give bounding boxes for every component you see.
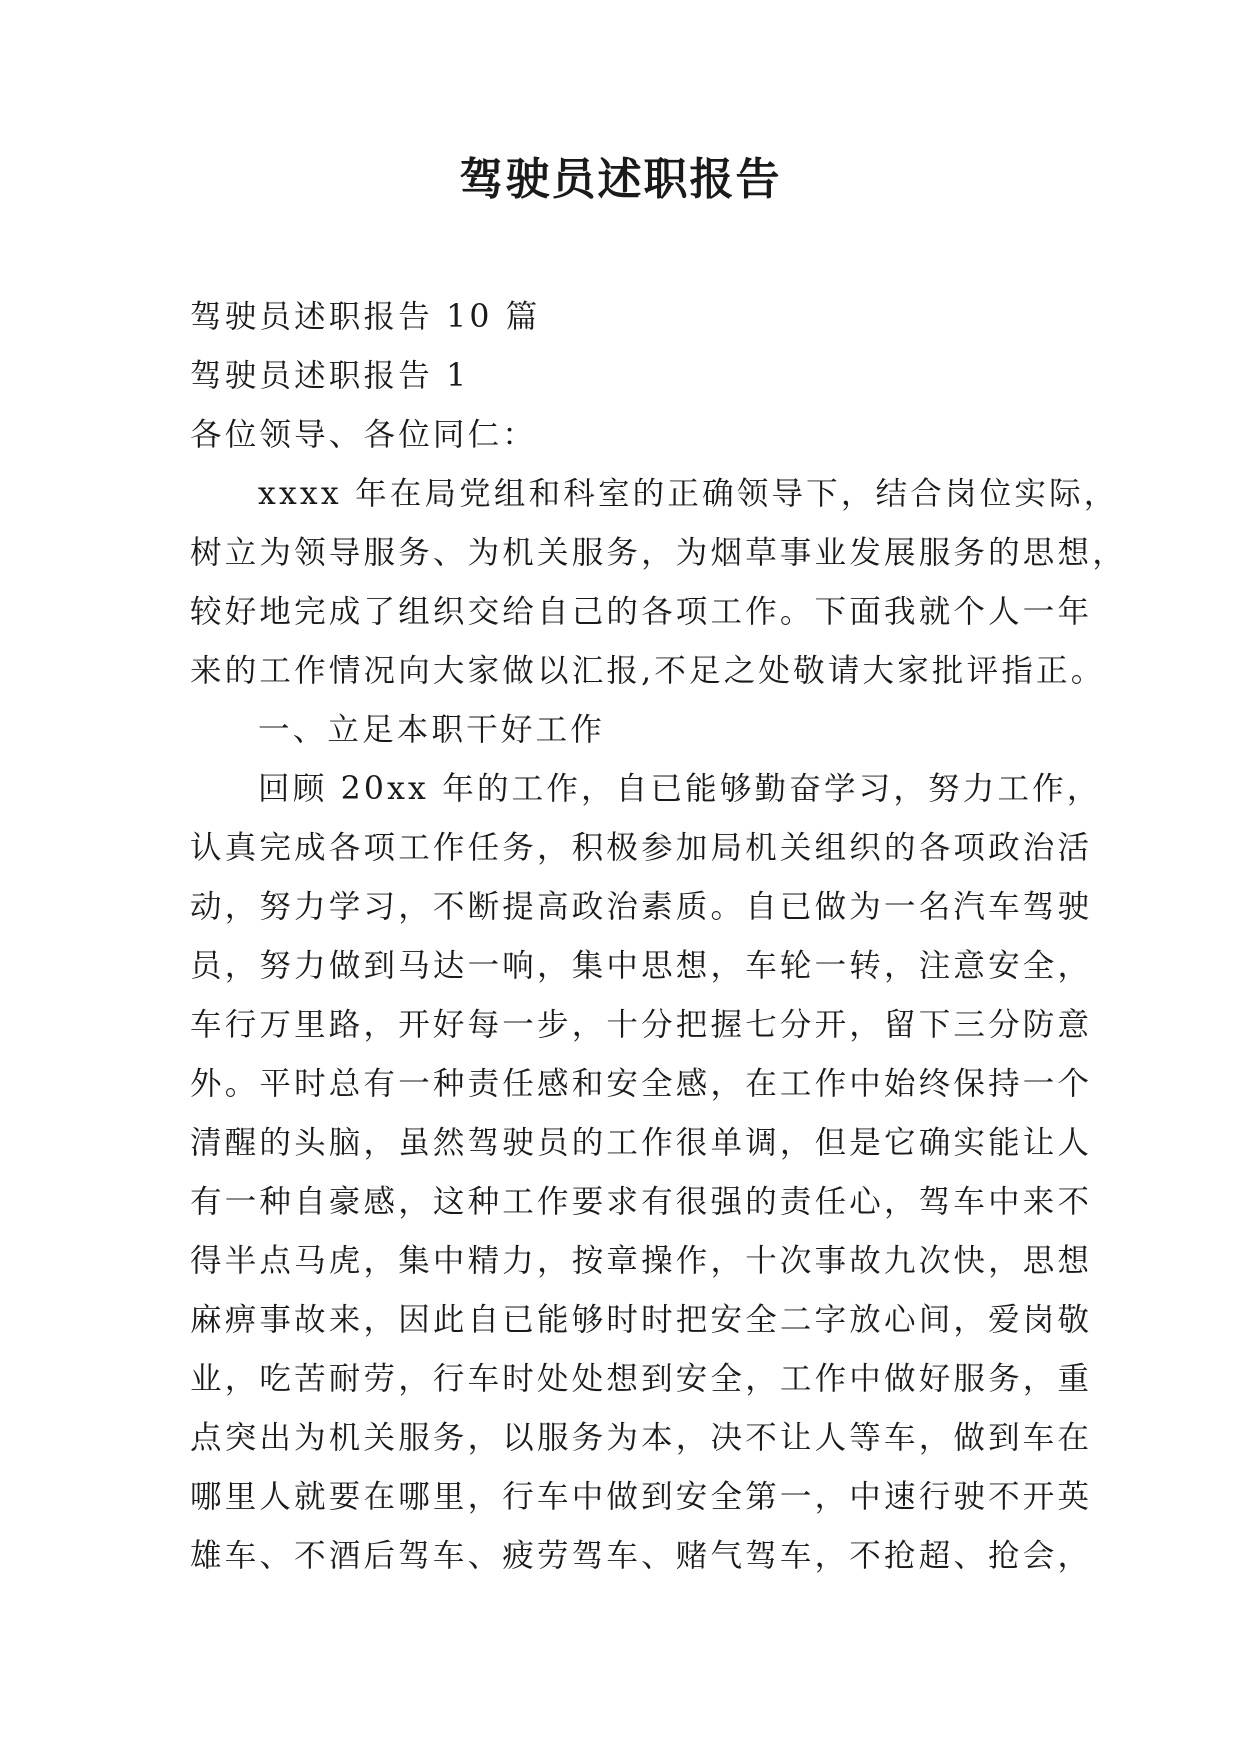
paragraph-line: 麻痹事故来，因此自已能够时时把安全二字放心间，爱岗敬 <box>190 1302 1093 1338</box>
paragraph-line: 得半点马虎，集中精力，按章操作，十次事故九次快，思想 <box>190 1243 1093 1279</box>
paragraph-line: 点突出为机关服务，以服务为本，决不让人等车，做到车在 <box>190 1420 1093 1456</box>
paragraph-line: 哪里人就要在哪里，行车中做到安全第一，中速行驶不开英 <box>190 1479 1093 1515</box>
paragraph-line: 来的工作情况向大家做以汇报,不足之处敬请大家批评指正。 <box>190 653 1106 689</box>
paragraph-line: 驾驶员述职报告 10 篇 <box>190 299 541 335</box>
paragraph-line: 动，努力学习，不断提高政治素质。自已做为一名汽车驾驶 <box>190 889 1093 925</box>
paragraph-line: 业，吃苦耐劳，行车时处处想到安全，工作中做好服务，重 <box>190 1361 1093 1397</box>
document-body <box>190 288 1127 1586</box>
paragraph-line: 回顾 20xx 年的工作，自已能够勤奋学习，努力工作， <box>258 771 1102 807</box>
paragraph-line: 各位领导、各位同仁： <box>190 417 538 453</box>
paragraph-line: 认真完成各项工作任务，积极参加局机关组织的各项政治活 <box>190 830 1093 866</box>
paragraph-line: 雄车、不酒后驾车、疲劳驾车、赌气驾车，不抢超、抢会， <box>190 1538 1093 1574</box>
paragraph-line: 员，努力做到马达一响，集中思想，车轮一转，注意安全， <box>190 948 1093 984</box>
paragraph-line: 车行万里路，开好每一步，十分把握七分开，留下三分防意 <box>190 1007 1093 1043</box>
paragraph-line: 清醒的头脑，虽然驾驶员的工作很单调，但是它确实能让人 <box>190 1125 1093 1161</box>
paragraph-line: 有一种自豪感，这种工作要求有很强的责任心，驾车中来不 <box>190 1184 1093 1220</box>
paragraph-line: 驾驶员述职报告 1 <box>190 358 470 394</box>
document-title: 驾驶员述职报告 <box>459 154 782 205</box>
paragraph-line: 一、立足本职干好工作 <box>258 712 606 748</box>
paragraph-line: xxxx 年在局党组和科室的正确领导下，结合岗位实际， <box>258 476 1119 512</box>
paragraph-line: 树立为领导服务、为机关服务，为烟草事业发展服务的思想， <box>190 535 1127 571</box>
paragraph-line: 外。平时总有一种责任感和安全感，在工作中始终保持一个 <box>190 1066 1093 1102</box>
paragraph-line: 较好地完成了组织交给自己的各项工作。下面我就个人一年 <box>190 594 1093 630</box>
